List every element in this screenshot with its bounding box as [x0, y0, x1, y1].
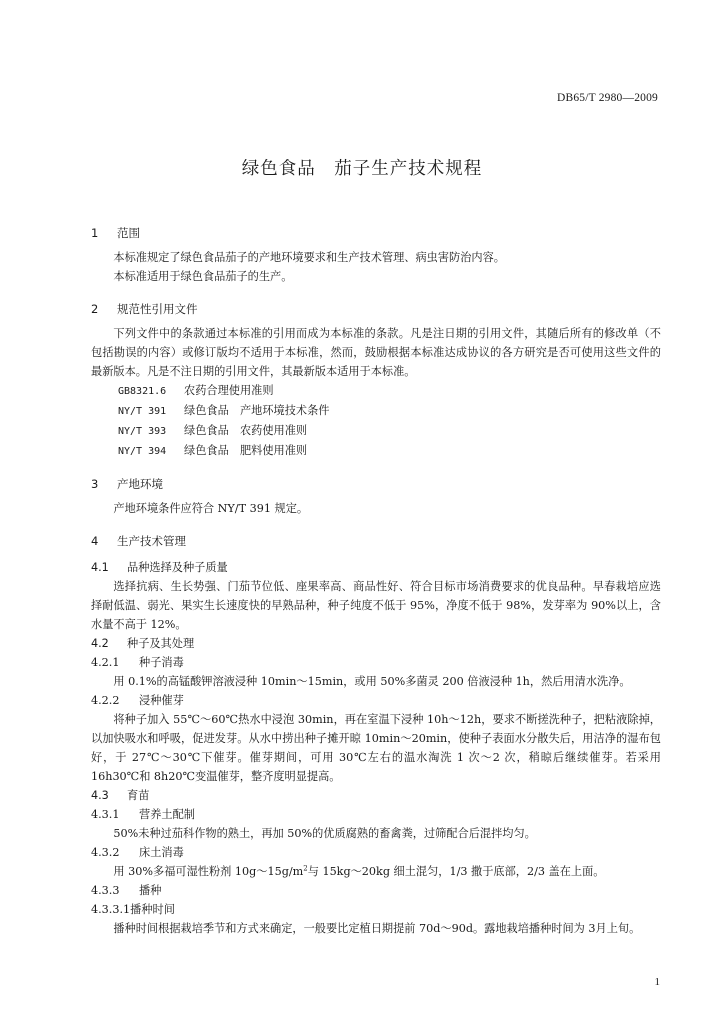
subsection-heading-4-2-2 — [91, 691, 661, 710]
subsection-title: 浸种催芽 — [139, 694, 184, 707]
section-number: 2 — [91, 302, 99, 316]
paragraph: 本标准规定了绿色食品茄子的产地环境要求和生产技术管理、病虫害防治内容。 — [113, 251, 505, 264]
subsection-number: 4.2.1 — [91, 656, 120, 669]
reference-code: NY/T 393 — [118, 426, 167, 437]
subsection-title: 播种 — [139, 884, 162, 897]
reference-item — [118, 381, 661, 401]
document-code: DB65/T 2980—2009 — [556, 92, 658, 104]
paragraph: 将种子加入 55℃～60℃热水中浸泡 30min，再在室温下浸种 10h～12h，要求不断搓洗种子，把粘液除掉，以加快吸水和呼吸，促进发芽。从水中捞出种子摊开晾 10min～20min，使种子表面水分散失后，用洁净的湿布包好，于 27℃～30℃下催芽。催芽期间，可用 30℃左右的温水淘洗 1 次～2 次，稍晾后继续催芽。若采用 16h30℃和 8h20℃变温催芽，整齐度明显提高。 — [91, 713, 661, 783]
section-heading-3 — [91, 475, 661, 494]
section-number: 4 — [91, 534, 99, 548]
subsection-title: 种子及其处理 — [127, 637, 195, 650]
section-heading-1 — [91, 224, 661, 243]
subsection-heading-4-3-3 — [91, 881, 661, 900]
document-title: 绿色食品 茄子生产技术规程 — [241, 159, 483, 179]
reference-item — [118, 401, 661, 421]
reference-code: GB8321.6 — [118, 386, 167, 397]
subsection-title: 种子消毒 — [139, 656, 184, 669]
reference-name: 绿色食品 农药使用准则 — [184, 424, 308, 437]
paragraph: 产地环境条件应符合 NY/T 391 规定。 — [113, 502, 309, 515]
subsection-number: 4.1 — [91, 561, 109, 574]
subsection-heading-4-1 — [91, 558, 661, 577]
paragraph: 50%未种过茄科作物的熟土，再加 50%的优质腐熟的畜禽粪，过筛配合后混拌均匀。 — [113, 827, 536, 840]
section-heading-4 — [91, 532, 661, 551]
subsection-number: 4.3.3 — [91, 884, 120, 897]
paragraph: 选择抗病、生长势强、门茄节位低、座果率高、商品性好、符合目标市场消费要求的优良品种。早春栽培应选择耐低温、弱光、果实生长速度快的早熟品种，种子纯度不低于 95%，净度不低于 98%，发芽率为 90%以上，含水量不高于 12%。 — [91, 580, 661, 631]
subsection-heading-4-2-1 — [91, 653, 661, 672]
document-body — [91, 218, 661, 938]
section-heading-2 — [91, 300, 661, 319]
subsection-heading-4-3-2 — [91, 843, 661, 862]
reference-name: 绿色食品 产地环境技术条件 — [184, 404, 330, 417]
subsection-heading-4-3-1 — [91, 805, 661, 824]
reference-code: NY/T 391 — [118, 406, 167, 417]
reference-code: NY/T 394 — [118, 446, 167, 457]
reference-item — [118, 421, 661, 441]
paragraph: 用 0.1%的高锰酸钾溶液浸种 10min～15min，或用 50%多菌灵 200 倍液浸种 1h，然后用清水洗净。 — [113, 675, 631, 688]
subsection-title: 品种选择及种子质量 — [127, 561, 228, 574]
paragraph: 下列文件中的条款通过本标准的引用而成为本标准的条款。凡是注日期的引用文件，其随后所有的修改单（不包括勘误的内容）或修订版均不适用于本标准，然而，鼓励根据本标准达成协议的各方研究是否可使用这些文件的最新版本。凡是不注日期的引用文件，其最新版本适用于本标准。 — [91, 327, 661, 378]
subsection-number: 4.2 — [91, 637, 109, 650]
subsection-title: 播种时间 — [130, 903, 175, 916]
subsection-title: 床土消毒 — [139, 846, 184, 859]
subsection-number: 4.3 — [91, 789, 109, 802]
subsection-number: 4.3.2 — [91, 846, 120, 859]
paragraph: 播种时间根据栽培季节和方式来确定，一般要比定植日期提前 70d～90d。露地栽培播种时间为 3月上旬。 — [113, 922, 641, 935]
section-number: 3 — [91, 477, 99, 491]
subsection-heading-4-3-3-1 — [91, 900, 661, 919]
page-number: 1 — [654, 976, 660, 988]
section-title: 范围 — [117, 226, 140, 240]
subsection-heading-4-3 — [91, 786, 661, 805]
paragraph: 本标准适用于绿色食品茄子的生产。 — [113, 270, 293, 283]
subsection-number: 4.3.3.1 — [91, 903, 131, 916]
subsection-number: 4.2.2 — [91, 694, 120, 707]
section-title: 产地环境 — [117, 477, 163, 491]
text-run: 与 15kg～20kg 细土混匀，1/3 撒于底部，2/3 盖在上面。 — [307, 865, 605, 878]
subsection-number: 4.3.1 — [91, 808, 120, 821]
subsection-heading-4-2 — [91, 634, 661, 653]
text-run: 用 30%多福可湿性粉剂 10g～15g/m — [113, 865, 304, 878]
reference-name: 农药合理使用准则 — [184, 384, 274, 397]
subsection-title: 营养土配制 — [139, 808, 195, 821]
subsection-title: 育苗 — [127, 789, 150, 802]
section-number: 1 — [91, 226, 99, 240]
section-title: 规范性引用文件 — [117, 302, 198, 316]
reference-item — [118, 441, 661, 461]
section-title: 生产技术管理 — [117, 534, 186, 548]
paragraph — [91, 862, 661, 881]
reference-name: 绿色食品 肥料使用准则 — [184, 444, 308, 457]
superscript: 2 — [303, 864, 308, 873]
